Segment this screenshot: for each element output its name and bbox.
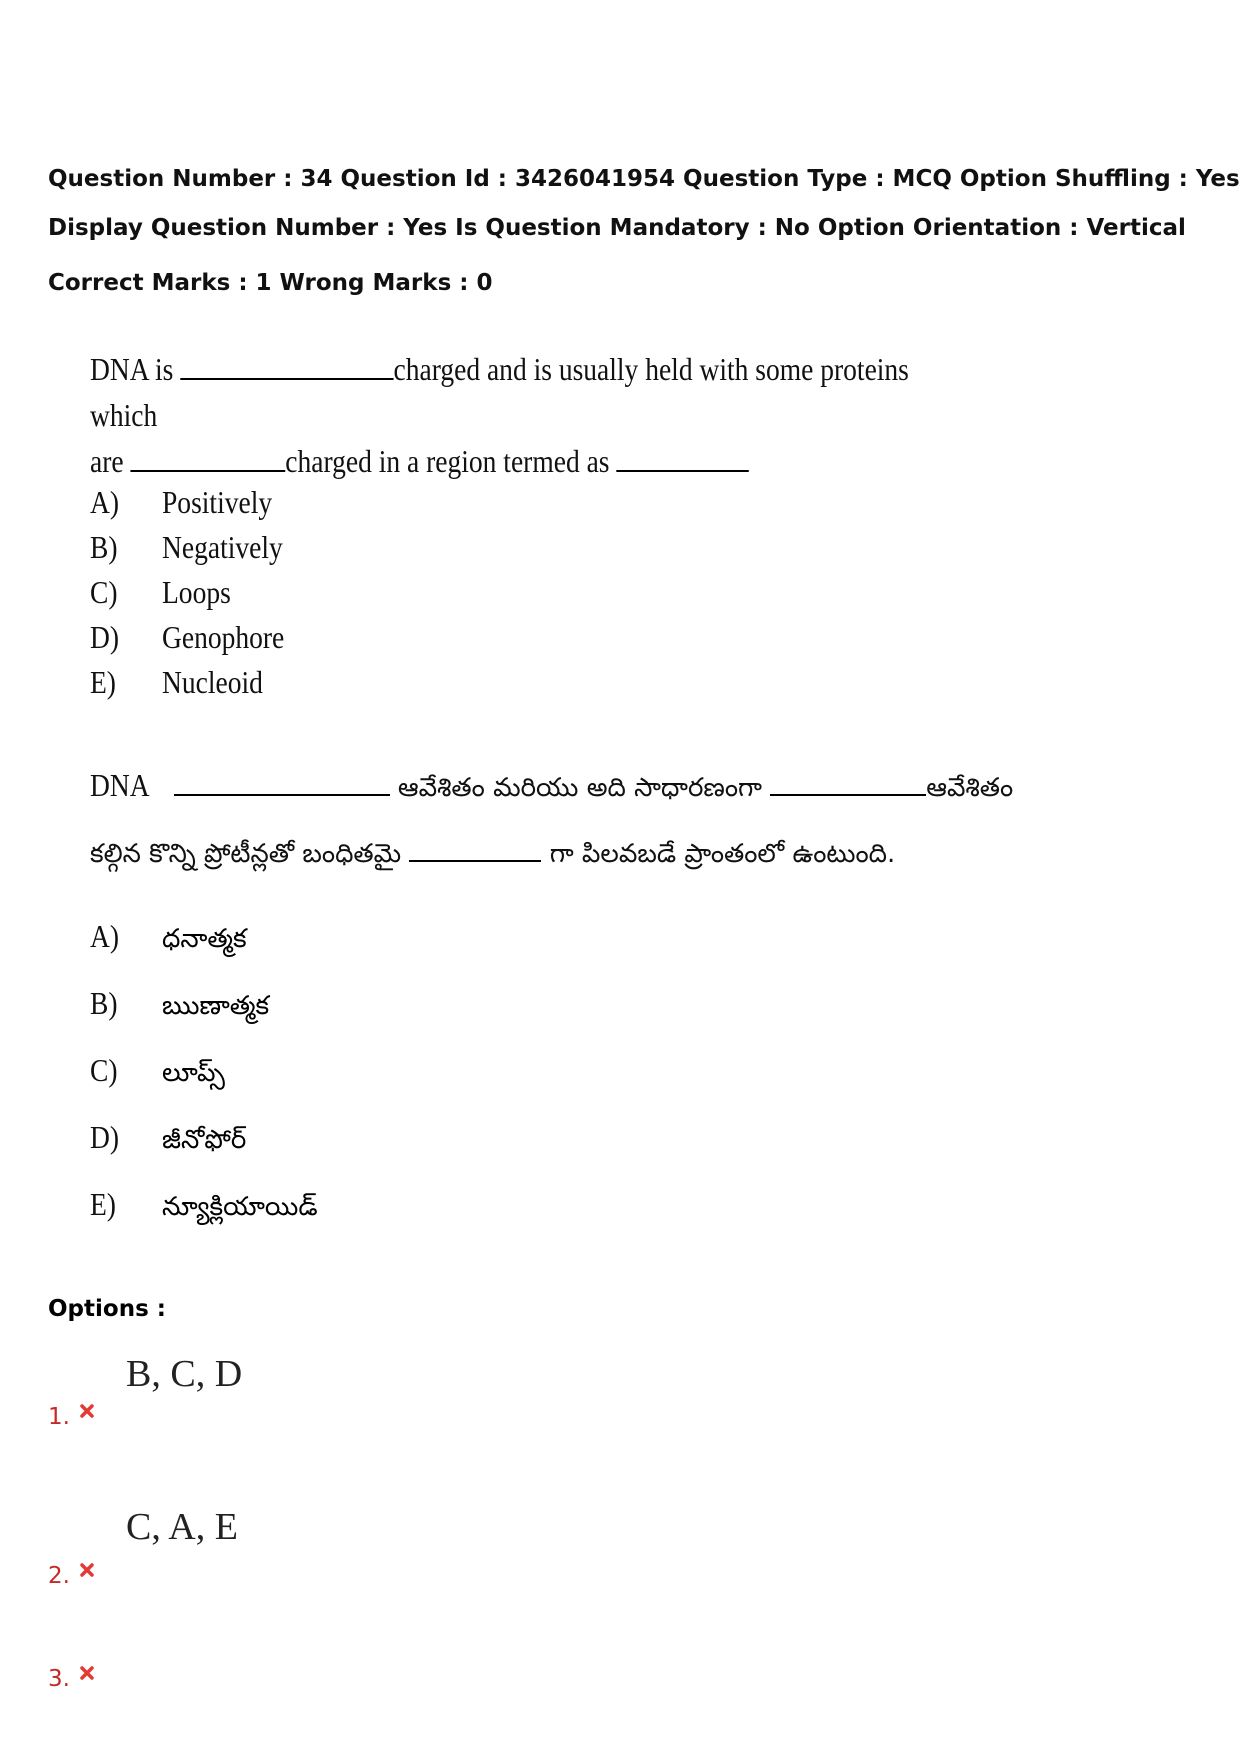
option-letter: E)	[90, 1186, 116, 1222]
question-stem-telugu-line-1	[90, 762, 1013, 809]
option-letter: E)	[90, 664, 116, 700]
answer-option-3[interactable]	[48, 1646, 648, 1696]
telugu-option-list	[90, 918, 318, 1253]
question-stem-line-1	[90, 346, 916, 438]
option-text: లూప్స్	[162, 1058, 225, 1088]
answer-number: 1.	[48, 1404, 70, 1430]
option-text: జీనోఫోర్	[162, 1125, 247, 1155]
option-letter: A)	[90, 918, 120, 954]
question-meta-line-1: Question Number : 34 Question Id : 3426041954 Question Type : MCQ Option Shuffling : Yes	[48, 166, 1240, 192]
list-item	[90, 529, 304, 574]
stem-text: DNA is	[90, 351, 174, 387]
answer-blank	[180, 346, 393, 380]
list-item	[90, 918, 318, 985]
option-text: Negatively	[162, 529, 283, 565]
list-item	[90, 619, 304, 664]
list-item	[90, 664, 304, 709]
option-letter: D)	[90, 1119, 120, 1155]
option-text: ధనాత్మక	[162, 924, 247, 954]
answer-text: C, A, E	[126, 1506, 238, 1548]
stem-text: are	[90, 443, 124, 479]
options-heading: Options :	[48, 1296, 166, 1322]
option-letter: A)	[90, 484, 120, 520]
list-item	[90, 1186, 318, 1253]
cross-icon	[80, 1563, 94, 1577]
question-stem-english	[90, 346, 916, 484]
list-item	[90, 1052, 318, 1119]
question-meta-line-3: Correct Marks : 1 Wrong Marks : 0	[48, 270, 493, 296]
question-meta-line-2: Display Question Number : Yes Is Question Mandatory : No Option Orientation : Vertical	[48, 215, 1186, 241]
answer-blank	[130, 438, 285, 472]
option-text: Loops	[162, 574, 231, 610]
list-item	[90, 985, 318, 1052]
stem-text: గా పిలవబడే ప్రాంతంలో ఉంటుంది.	[549, 839, 896, 869]
option-letter: C)	[90, 1052, 118, 1088]
option-letter: B)	[90, 985, 118, 1021]
option-text: Positively	[162, 484, 273, 520]
stem-text: కల్గిన కొన్ని ప్రోటీన్లతో బంధితమై	[90, 839, 402, 869]
list-item	[90, 484, 304, 529]
list-item	[90, 574, 304, 619]
answer-number: 3.	[48, 1666, 70, 1692]
stem-text: charged and is usually held with some proteins which	[90, 351, 909, 433]
stem-text: DNA	[90, 767, 150, 803]
answer-blank	[770, 762, 926, 796]
english-option-list	[90, 484, 304, 709]
option-letter: D)	[90, 619, 120, 655]
answer-blank	[409, 828, 541, 862]
answer-blank	[174, 762, 390, 796]
option-text: ఋణాత్మక	[162, 991, 270, 1021]
answer-number: 2.	[48, 1563, 70, 1589]
option-text: Nucleoid	[162, 664, 263, 700]
stem-text: ఆవేశితం	[926, 773, 1014, 803]
option-letter: B)	[90, 529, 118, 565]
cross-icon	[80, 1404, 94, 1418]
question-stem-line-2	[90, 438, 916, 484]
list-item	[90, 1119, 318, 1186]
stem-text: charged in a region termed as	[285, 443, 610, 479]
answer-blank	[616, 438, 748, 472]
cross-icon	[80, 1666, 94, 1680]
option-text: Genophore	[162, 619, 285, 655]
stem-text: ఆవేశితం మరియు అది సాధారణంగా	[397, 773, 762, 803]
answer-option-1[interactable]	[48, 1352, 648, 1442]
question-stem-telugu-line-2	[90, 828, 895, 875]
option-letter: C)	[90, 574, 118, 610]
option-text: న్యూక్లియాయిడ్	[162, 1192, 318, 1222]
answer-text: B, C, D	[126, 1353, 243, 1395]
answer-option-2[interactable]	[48, 1505, 648, 1595]
